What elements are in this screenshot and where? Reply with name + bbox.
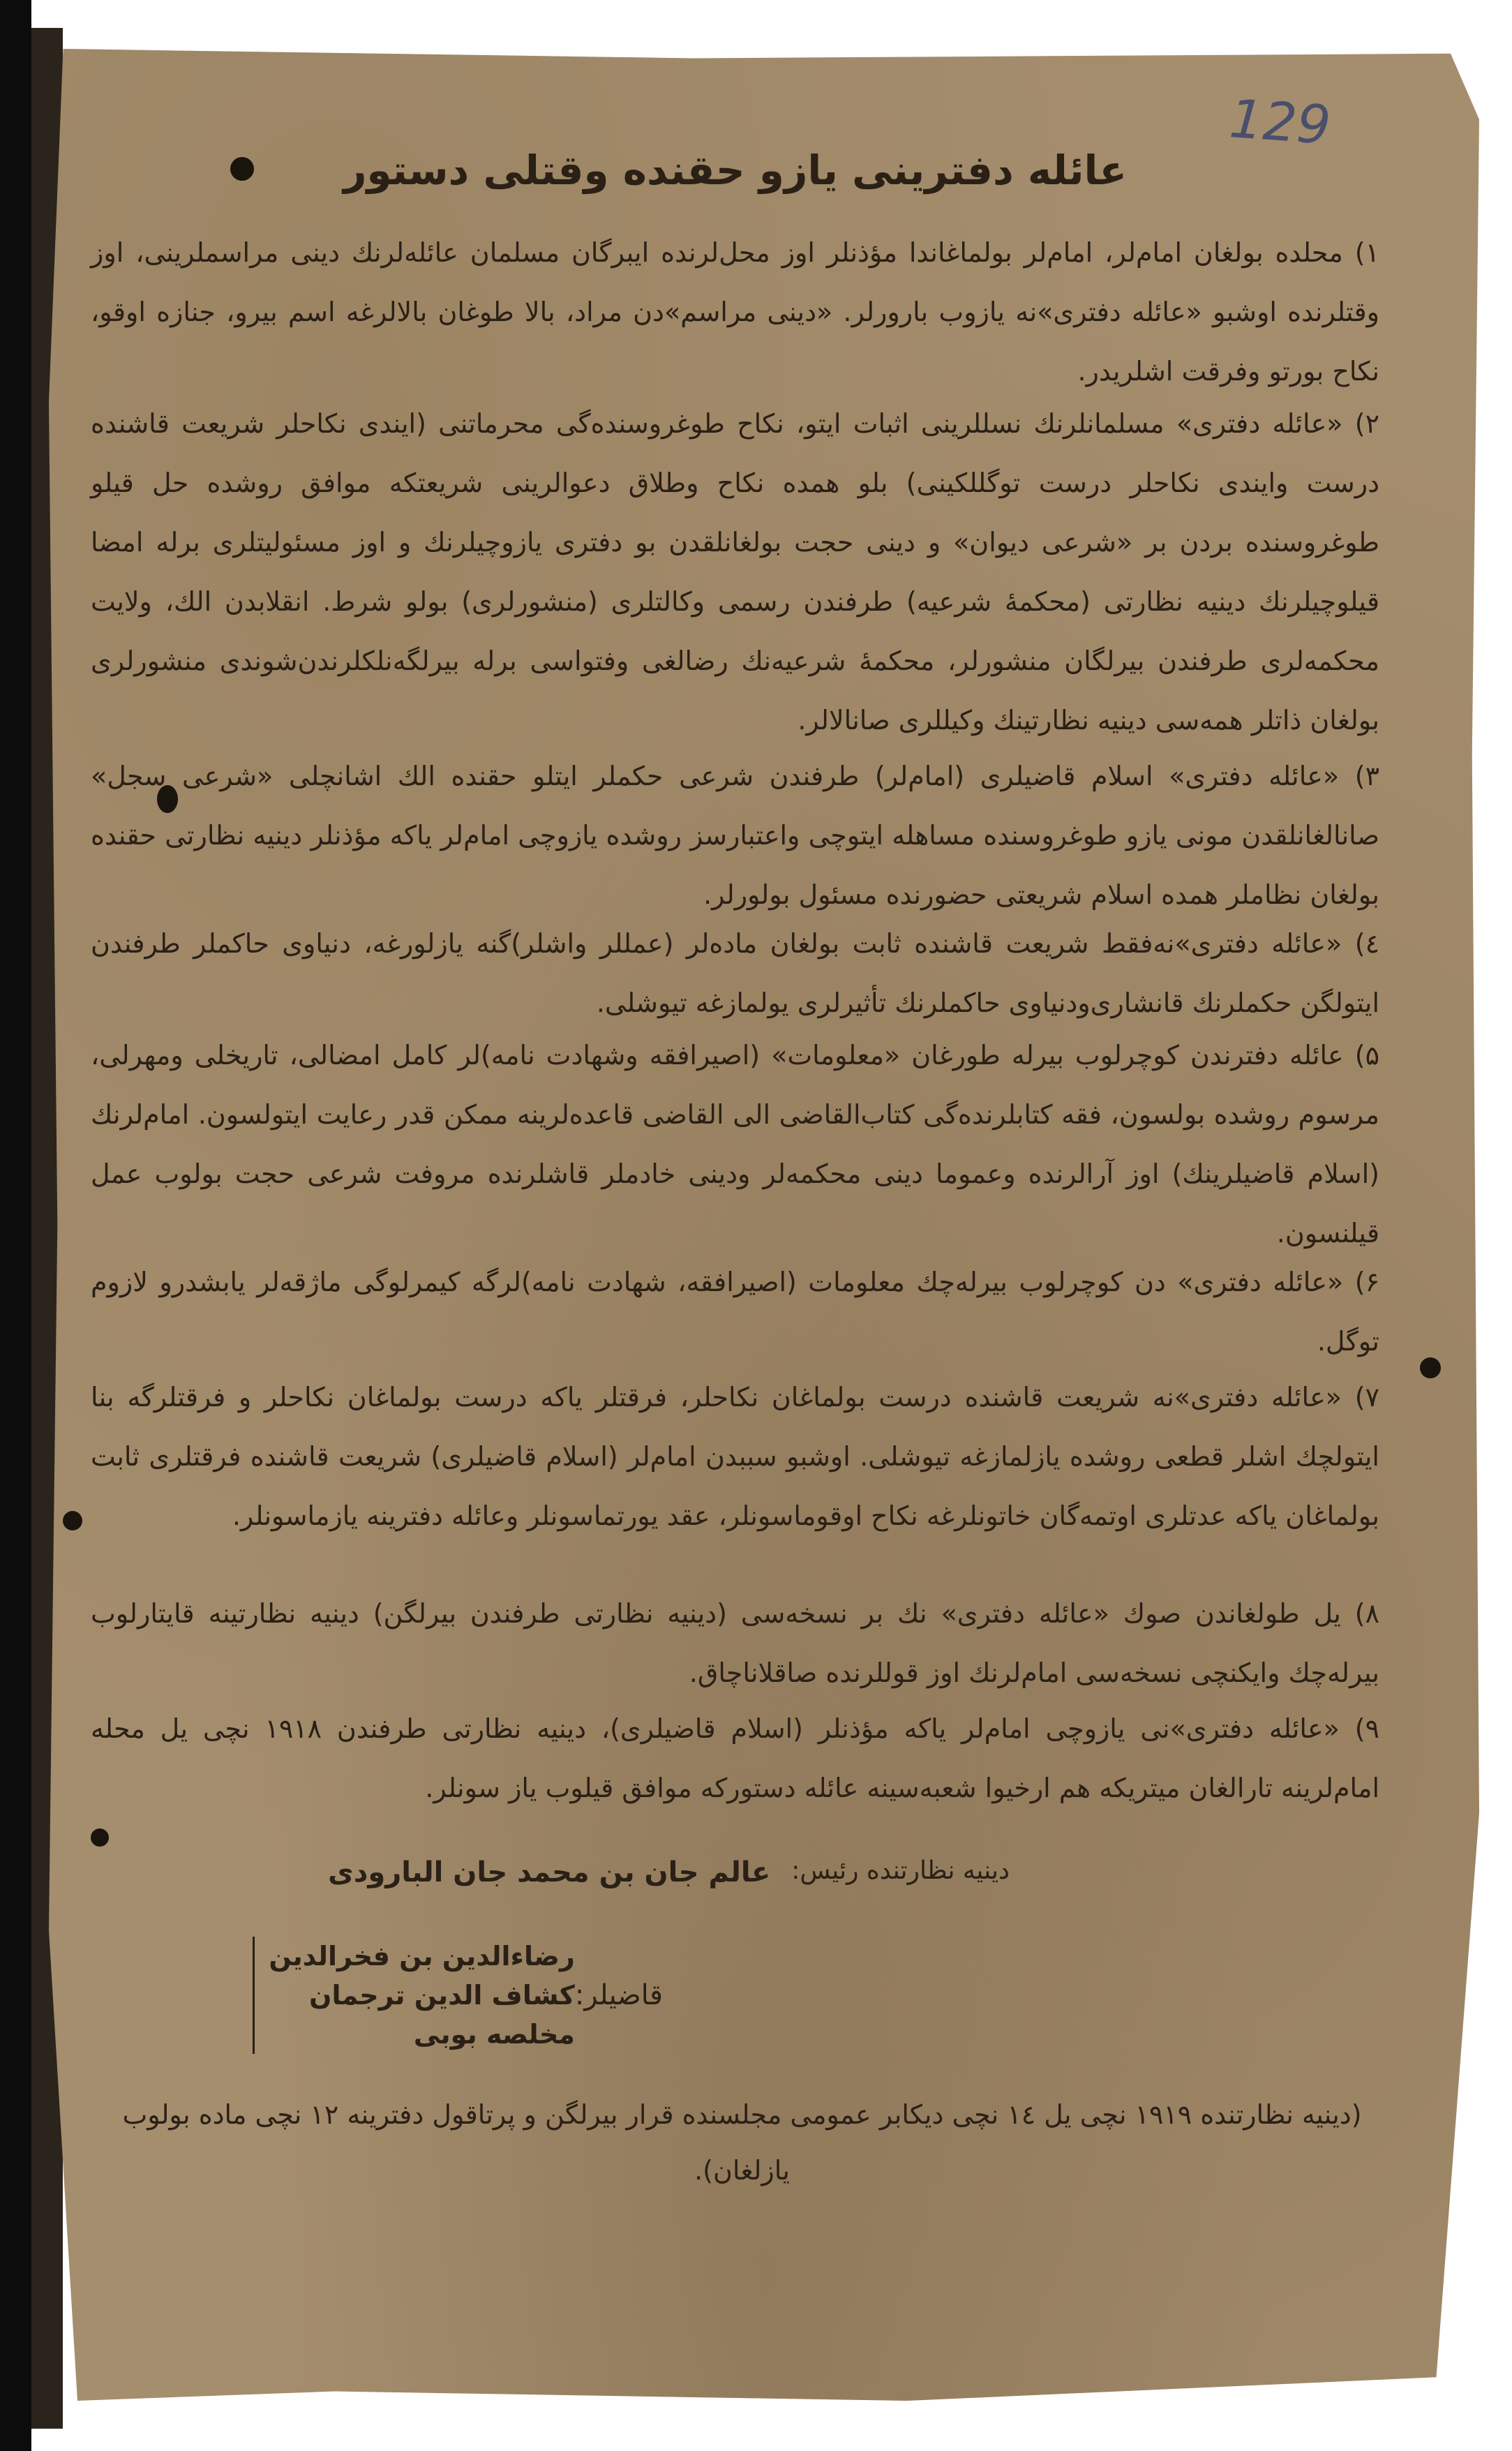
member-name: رضاءالدین بن فخرالدین bbox=[269, 1941, 575, 1972]
chairman-name: عالم جان بن محمد جان البارودی bbox=[328, 1856, 771, 1888]
binding-strip bbox=[0, 0, 31, 2451]
article-6: ۶) «عائله دفتری» دن کوچرلوب بیرله‌چك معلومات (اصیرافقه، شهادت نامه)لرگه کیمرلوگی ماژقه‌لر یابشدرو لازوم توگل. bbox=[91, 1267, 1379, 1357]
ink-blot bbox=[63, 1511, 82, 1530]
article-1: ۱) محلده بولغان امام‌لر، امام‌لر بولماغاندا مؤذنلر اوز محل‌لرنده ایبرگان مسلمان عائله‌لرنك دینی مراسملرینی، اوز وقتلرنده اوشبو «عائله دفتری»نه یازوب بارورلر. «دینی مراسم»دن مراد، بالا طوغان بالالرغه اسم بیرو، جنازه اوقو، نکاح بورتو وفرقت اشلریدر. bbox=[91, 237, 1379, 387]
chairman-signature bbox=[307, 1856, 1010, 1888]
ink-blot bbox=[91, 1828, 109, 1847]
members-signature bbox=[174, 1937, 663, 2054]
ink-blot bbox=[1420, 1357, 1441, 1378]
members-label: قاضیلر: bbox=[574, 1979, 663, 2011]
article-5: ۵) عائله دفترندن کوچرلوب بیرله طورغان «معلومات» (اصیرافقه وشهادت نامه)لر کامل امضالی، تاریخلی ومهرلی، مرسوم روشده بولسون، فقه کتابلرنده‌گی کتاب‌القاضی الی القاضی قاعده‌لرینه ممکن قدر رعایت ایتولسون. امام‌لرنك (اسلام قاضیلرینك) اوز آرالرنده وعموما دینی محکمه‌لر ودینی خادملر قاشلرنده مروفت شرعی حجت بولوب عمل قیلنسون. bbox=[91, 1040, 1379, 1249]
article-4: ٤) «عائله دفتری»نه‌فقط شریعت قاشنده ثابت بولغان ماده‌لر (عمللر واشلر)گنه یازلورغه، دنیاوی حاکملر طرفندن ایتولگن حکملرنك قانشاری‌ودنیاوی حاکملرنك تأثیرلری یولمازغه تیوشلی. bbox=[91, 928, 1379, 1018]
chairman-label: دینیه نظارتنده رئیس: bbox=[791, 1856, 1010, 1885]
members-names bbox=[253, 1937, 575, 2054]
article-7: ۷) «عائله دفتری»نه شریعت قاشنده درست بولماغان نکاحلر، فرقتلر یاکه درست بولماغان نکاحلر و فرقتلرگه بنا ایتولچك اشلر قطعی روشده یازلمازغه تیوشلی. اوشبو سببدن امام‌لر (اسلام قاضیلری) شریعت قاشنده فرقتلری ثابت بولماغان یاکه عدتلری اوتمه‌گان خاتونلرغه نکاح اوقوماسونلر، عقد یورتماسونلر وعائله دفترینه یازماسونلر. bbox=[91, 1382, 1379, 1531]
footnote: (دینیه نظارتنده ۱۹۱۹ نچی یل ۱٤ نچی دیکابر عمومی مجلسنده قرار بیرلگن و پرتاقول دفترینه ۱۲ نچی ماده بولوب یازلغان). bbox=[122, 2099, 1362, 2186]
page-number: 129 bbox=[1227, 87, 1333, 156]
article-9: ۹) «عائله دفتری»نی یازوچی امام‌لر یاکه مؤذنلر (اسلام قاضیلری)، دینیه نظارتی طرفندن ۱۹۱۸ نچی یل محله امام‌لرینه تارالغان میتریکه هم ارخیوا شعبه‌سینه عائله دستورکه موافق قیلوب یاز سونلر. bbox=[91, 1713, 1379, 1803]
member-name: کشاف الدین ترجمان bbox=[309, 1980, 575, 2011]
document-title: عائله دفترینی یازو حقنده وقتلی دستور bbox=[343, 147, 1127, 194]
article-3: ۳) «عائله دفتری» اسلام قاضیلری (امام‌لر) طرفندن شرعی حکملر ایتلو حقنده الك اشانچلی «شرعی سجل» صانالغانلقدن مونی یازو طوغروسنده مساهله ایتوچی واعتبارسز روشده یازوچی امام‌لر یاکه مؤذنلر دینیه نظارتی حقنده بولغان نظاملر همده اسلام شریعتی حضورنده مسئول بولورلر. bbox=[91, 761, 1379, 910]
member-name: مخلصه بوبی bbox=[413, 2019, 575, 2050]
article-8: ۸) یل طولغاندن صوك «عائله دفتری» نك بر نسخه‌سی (دینیه نظارتی طرفندن بیرلگن) دینیه نظارتینه قایتارلوب بیرله‌چك وایکنچی نسخه‌سی امام‌لرنك اوز قوللرنده صاقلاناچاق. bbox=[91, 1598, 1379, 1688]
article-2: ۲) «عائله دفتری» مسلمانلرنك نسللرینی اثبات ایتو، نکاح طوغروسنده‌گی محرماتنی (ایندی نکاحلر شریعت قاشنده درست وایندی نکاحلر درست توگللکینی) بلو همده نکاح وطلاق دعوالرینی شریعتکه موافق روشده حل قیلو طوغروسنده بردن بر «شرعی دیوان» و دینی حجت بولغانلقدن بو دفتری یازوچیلرنك و اوز مسئولیتلری برله امضا قیلوچیلرنك دینیه نظارتی (محکمهٔ شرعیه) طرفندن رسمی وکالتلری (منشورلری) بولو شرط. انقلابدن الك، ولایت محکمه‌لری طرفندن بیرلگان منشورلر، محکمهٔ شرعیه‌نك رضالغی وفتواسی برله بیرلگه‌نلکلرندن‌شوندی منشورلری بولغان ذاتلر همه‌سی دینیه نظارتینك وکیللری صانالالر. bbox=[91, 408, 1379, 736]
